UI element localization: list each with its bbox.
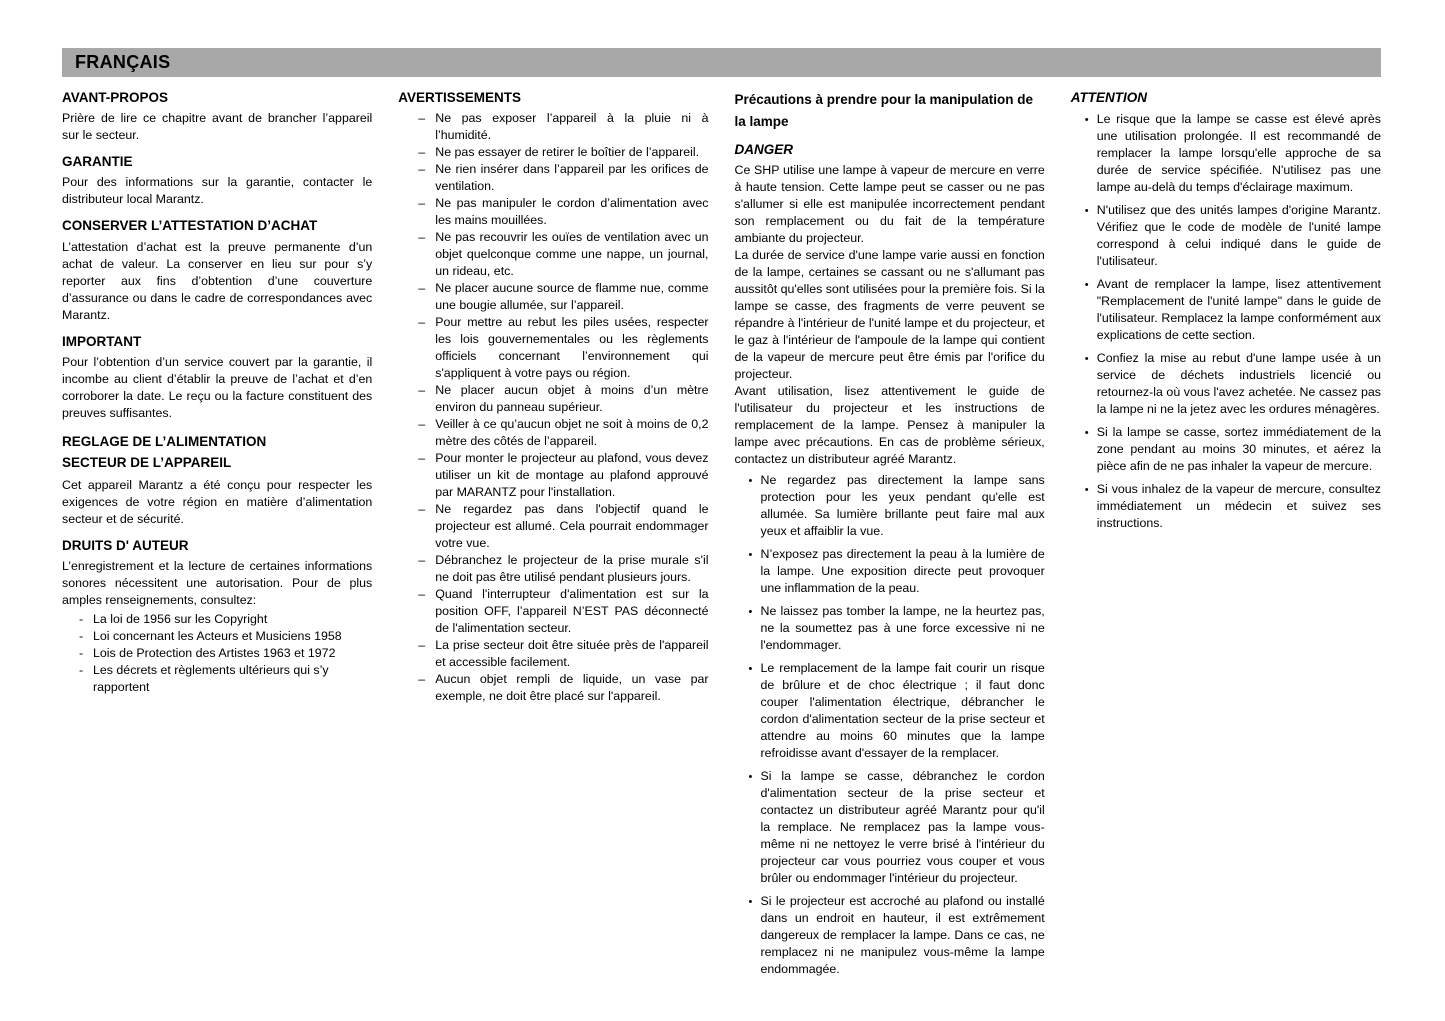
danger-bullet-list: [749, 472, 1045, 978]
warning-item: – Pour mettre au rebut les piles usées, respecter les lois gouvernementales ou les règlements officiels concernant l’environnement qui s'appliquent à votre pays ou région.: [418, 314, 708, 382]
heading-reglage: [62, 431, 372, 474]
paragraph-danger: Ce SHP utilise une lampe à vapeur de mercure en verre à haute tension. Cette lampe peut se casser ou ne pas s'allumer si elle est manipulée incorrectement pendant son remplacement ou du fait de la température ambiante du projecteur.: [734, 163, 1045, 246]
heading-danger: DANGER: [734, 142, 794, 158]
warning-item: – Ne rien insérer dans l’appareil par les orifices de ventilation.: [418, 161, 708, 195]
column-general-info: [62, 89, 372, 984]
list-item: - La loi de 1956 sur les Copyright: [76, 611, 372, 628]
list-item: - Loi concernant les Acteurs et Musiciens 1958: [76, 628, 372, 645]
attention-item: • Le risque que la lampe se casse est élevé après une utilisation prolongée. Il est recommandé de remplacer la lampe lorsqu'elle approche de sa durée de service spécifiée. N'utilisez pas une lampe au-delà du temps d'éclairage maximum.: [1085, 111, 1381, 196]
paragraph-garantie: Pour des informations sur la garantie, contacter le distributeur local Marantz.: [62, 175, 373, 207]
danger-item: • Si le projecteur est accroché au plafond ou installé dans un endroit en hauteur, il est extrêmement dangereux de remplacer la lampe. Dans ce cas, ne remplacez ni ne manipulez vous-même la lampe endommagée.: [749, 893, 1045, 978]
heading-avant-propos: AVANT-PROPOS: [62, 90, 169, 105]
heading-garantie: GARANTIE: [62, 154, 133, 170]
attention-item: • N'utilisez que des unités lampes d'origine Marantz. Vérifiez que le code de modèle de l'unité lampe correspond à celui indiqué dans le guide de l'utilisateur.: [1085, 202, 1381, 270]
column-avertissements: [398, 89, 708, 984]
paragraph-reglage: Cet appareil Marantz a été conçu pour respecter les exigences de votre région en matière d’alimentation secteur et de sécurité.: [62, 478, 373, 527]
column-lamp-precautions: [735, 89, 1045, 984]
column-attention: [1071, 89, 1381, 984]
content-columns: [62, 89, 1381, 984]
attention-item: • Si la lampe se casse, sortez immédiatement de la zone pendant au moins 30 minutes, et aérez la pièce afin de ne pas inhaler la vapeur de mercure.: [1085, 424, 1381, 475]
attention-item: • Si vous inhalez de la vapeur de mercure, consultez immédiatement un médecin et suivez ses instructions.: [1085, 481, 1381, 532]
paragraph-attestation: L’attestation d’achat est la preuve permanente d’un achat de valeur. La conserver en lieu sur pour s’y reporter aux fins d’obtention d’une couverture d’assurance ou dans le cadre de correspondances avec Marantz.: [62, 239, 373, 322]
warning-item: – Quand l'interrupteur d'alimentation est sur la position OFF, l’appareil N’EST PAS déconnecté de l'alimentation secteur.: [418, 586, 708, 637]
list-item: - Lois de Protection des Artistes 1963 et 1972: [76, 645, 372, 662]
danger-item: • Le remplacement de la lampe fait courir un risque de brûlure et de choc électrique ; il faut donc couper l'alimentation électrique, débrancher le cordon d'alimentation secteur de la prise secteur et attendre au moins 60 minutes que la lampe refroidisse avant d'essayer de la remplacer.: [749, 660, 1045, 762]
warning-item: – Veiller à ce qu’aucun objet ne soit à moins de 0,2 mètre des côtés de l’appareil.: [418, 416, 708, 450]
heading-droits-auteur: DRUITS D' AUTEUR: [62, 538, 189, 554]
heading-reglage-line2: SECTEUR DE L’APPAREIL: [62, 455, 232, 471]
warning-item: – Ne pas recouvrir les ouïes de ventilation avec un objet quelconque comme une nappe, un journal, un rideau, etc.: [418, 229, 708, 280]
warning-item: – Ne placer aucun objet à moins d’un mètre environ du panneau supérieur.: [418, 382, 708, 416]
warning-item: – Débranchez le projecteur de la prise murale s'il ne doit pas être utilisé pendant plusieurs jours.: [418, 552, 708, 586]
heading-attention: ATTENTION: [1070, 90, 1147, 105]
warning-item: – Ne placer aucune source de flamme nue, comme une bougie allumée, sur l’appareil.: [418, 280, 708, 314]
paragraph-danger: Avant utilisation, lisez attentivement le guide de l'utilisateur du projecteur et les instructions de remplacement de la lampe. Pensez à manipuler la lampe avec précautions. En cas de problème sérieux, contactez un distributeur agréé Marantz.: [734, 384, 1045, 467]
copyright-law-list: [76, 611, 372, 696]
warning-item: – Ne pas exposer l’appareil à la pluie ni à l’humidité.: [418, 110, 708, 144]
danger-item: • Si la lampe se casse, débranchez le cordon d'alimentation secteur de la prise secteur et contactez un distributeur agréé Marantz pour qu'il la remplace. Ne remplacez pas la lampe vous-même ni ne nettoyez le verre brisé à l'intérieur du projecteur car vous pourriez vous couper et vous brûler ou endommager l'intérieur du projecteur.: [749, 768, 1045, 887]
paragraph-avant-propos: Prière de lire ce chapitre avant de brancher l’appareil sur le secteur.: [62, 111, 373, 143]
paragraph-droits-auteur: L’enregistrement et la lecture de certaines informations sonores nécessitent une autorisation. Pour de plus amples renseignements, consultez:: [62, 559, 373, 608]
attention-item: • Avant de remplacer la lampe, lisez attentivement "Remplacement de l'unité lampe" dans le guide de l'utilisateur. Remplacez la lampe conformément aux explications de cette section.: [1085, 276, 1381, 344]
paragraph-important: Pour l’obtention d’un service couvert par la garantie, il incombe au client d’établir la preuve de l’achat et d’en corroborer la date. Le reçu ou la facture constituent des preuves suffisantes.: [62, 354, 373, 420]
warning-item: – La prise secteur doit être située près de l'appareil et accessible facilement.: [418, 637, 708, 671]
language-header-bar: [62, 48, 1381, 77]
warning-item: – Aucun objet rempli de liquide, un vase par exemple, ne doit être placé sur l'appareil.: [418, 671, 708, 705]
paragraph-danger: La durée de service d'une lampe varie aussi en fonction de la lampe, certaines se cassant ou ne s'allumant pas aussitôt qu'elles sont utilisées pour la première fois. Si la lampe se casse, des fragments de verre peuvent se répandre à l'intérieur de l'unité lampe et du projecteur, et le gaz à l'intérieur de l'ampoule de la lampe qui contient de la vapeur de mercure peut être émis par l'orifice du projecteur.: [734, 248, 1045, 382]
heading-attestation: CONSERVER L’ATTESTATION D’ACHAT: [62, 218, 318, 234]
warning-item: – Ne pas manipuler le cordon d’alimentation avec les mains mouillées.: [418, 195, 708, 229]
danger-item: • Ne laissez pas tomber la lampe, ne la heurtez pas, ne la soumettez pas à une force excessive ni ne l'endommager.: [749, 603, 1045, 654]
warning-item: – Pour monter le projecteur au plafond, vous devez utiliser un kit de montage au plafond approuvé par MARANTZ pour l'installation.: [418, 450, 708, 501]
heading-precautions-lampe: Précautions à prendre pour la manipulation de la lampe: [734, 92, 1034, 129]
heading-avertissements: AVERTISSEMENTS: [398, 90, 522, 105]
attention-item: • Confiez la mise au rebut d'une lampe usée à un service de déchets industriels licencié ou retournez-la où vous l'avez achetée. Ne cassez pas la lampe ni ne la jetez avec les ordures ménagères.: [1085, 350, 1381, 418]
danger-paragraphs: [735, 162, 1045, 468]
attention-bullet-list: [1085, 111, 1381, 532]
warning-item: – Ne pas essayer de retirer le boîtier de l’appareil.: [418, 144, 708, 161]
warning-item: – Ne regardez pas dans l'objectif quand le projecteur est allumé. Cela pourrait endommager votre vue.: [418, 501, 708, 552]
list-item: - Les décrets et règlements ultérieurs qui s’y rapportent: [76, 662, 372, 696]
page-title: FRANÇAIS: [75, 52, 171, 72]
danger-item: • N’exposez pas directement la peau à la lumière de la lampe. Une exposition directe peut provoquer une inflammation de la peau.: [749, 546, 1045, 597]
heading-important: IMPORTANT: [62, 333, 142, 349]
warnings-list: [418, 110, 708, 705]
danger-item: • Ne regardez pas directement la lampe sans protection pour les yeux pendant qu'elle est allumée. Sa lumière brillante peut faire mal aux yeux et affaiblir la vue.: [749, 472, 1045, 540]
heading-reglage-line1: REGLAGE DE L’ALIMENTATION: [62, 433, 267, 449]
